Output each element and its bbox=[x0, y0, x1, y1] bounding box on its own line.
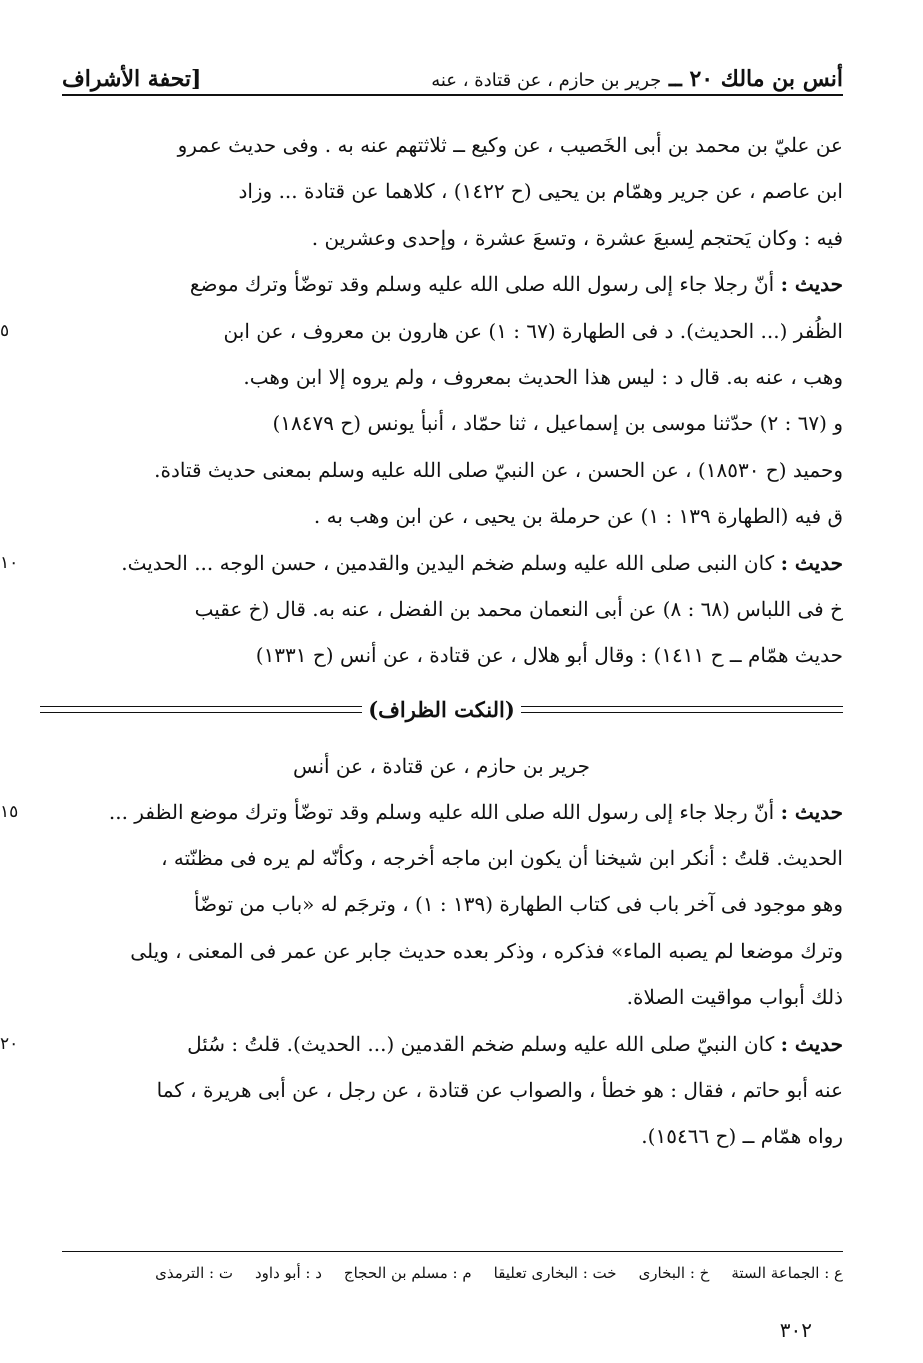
text-line: رواه همّام ــ (ح ١٥٤٦٦). bbox=[641, 1124, 843, 1149]
text-line: وترك موضعا لم يصبه الماء» فذكره ، وذكر بعده حديث جابر عن عمر فى المعنى ، ويلى bbox=[130, 938, 843, 963]
header-subtitle: جرير بن حازم ، عن قتادة ، عنه bbox=[431, 70, 662, 91]
text-line: وهب ، عنه به. قال د : ليس هذا الحديث بمعروف ، ولم يروه إلا ابن وهب. bbox=[243, 364, 843, 389]
line-text: كان النبى صلى الله عليه وسلم ضخم اليدين والقدمين ، حسن الوجه ... الحديث. bbox=[121, 550, 775, 575]
text-line bbox=[0, 1021, 843, 1067]
hadith-entry bbox=[0, 540, 843, 679]
header-book-title: [تحفة الأشراف bbox=[62, 66, 202, 92]
text-line: ذلك أبواب مواقيت الصلاة. bbox=[626, 985, 843, 1010]
nukat-entry bbox=[0, 789, 843, 1021]
line-text: أنّ رجلا جاء إلى رسول الله صلى الله عليه وسلم وقد توضّأ وترك موضع الظفر ... bbox=[108, 799, 775, 824]
text-line: وهو موجود فى آخر باب فى كتاب الطهارة (١٣٩ : ١) ، وترجَم له «باب من توضّأ bbox=[194, 892, 843, 917]
line-counter: ١٠ bbox=[0, 552, 19, 573]
double-rule bbox=[521, 706, 843, 713]
text-line bbox=[0, 789, 843, 835]
header-title-block bbox=[431, 66, 843, 92]
hadith-keyword: حديث : bbox=[780, 550, 843, 575]
double-rule bbox=[40, 706, 362, 713]
header-title: أنس بن مالك ٢٠ ــ bbox=[668, 66, 843, 92]
section-title: (النكت الظراف) bbox=[368, 697, 515, 723]
section-divider bbox=[40, 687, 843, 733]
text-line: وحميد (ح ١٨٥٣٠) ، عن الحسن ، عن النبيّ صلى الله عليه وسلم بمعنى حديث قتادة. bbox=[154, 457, 843, 482]
abbreviation: ع : الجماعة الستة bbox=[731, 1264, 843, 1282]
page-body bbox=[0, 122, 843, 1160]
abbreviation: خ : البخارى bbox=[638, 1264, 710, 1282]
line-counter: ٢٠ bbox=[0, 1033, 19, 1054]
text-line: حديث همّام ــ ح ١٤١١) : وقال أبو هلال ، عن قتادة ، عن أنس (ح ١٣٣١) bbox=[255, 643, 843, 668]
text-line bbox=[0, 308, 843, 354]
abbreviation: ت : الترمذى bbox=[155, 1264, 233, 1282]
line-counter: ١٥ bbox=[0, 801, 19, 822]
abbreviation: خت : البخارى تعليقا bbox=[493, 1264, 617, 1282]
text-line: ابن عاصم ، عن جرير وهمّام بن يحيى (ح ١٤٢٢) ، كلاهما عن قتادة ... وزاد bbox=[238, 179, 843, 204]
intro-paragraph bbox=[40, 122, 843, 261]
line-text: الظُفر (... الحديث). د فى الطهارة (٦٧ : ١) عن هارون بن معروف ، عن ابن bbox=[223, 318, 843, 343]
text-line: خ فى اللباس (٦٨ : ٨) عن أبى النعمان محمد بن الفضل ، عنه به. قال (خ عقيب bbox=[194, 596, 843, 621]
text-line: عنه أبو حاتم ، فقال : هو خطأ ، والصواب عن قتادة ، عن رجل ، عن أبى هريرة ، كما bbox=[156, 1078, 843, 1103]
footer-rule bbox=[62, 1251, 843, 1252]
hadith-keyword: حديث : bbox=[780, 1031, 843, 1056]
nukat-entry bbox=[0, 1021, 843, 1160]
line-counter: ٥ bbox=[0, 320, 10, 341]
section-subheading: جرير بن حازم ، عن قتادة ، عن أنس bbox=[292, 753, 591, 778]
text-line bbox=[40, 261, 843, 307]
abbreviation: م : مسلم بن الحجاج bbox=[343, 1264, 472, 1282]
text-line bbox=[0, 540, 843, 586]
page-number: ٣٠٢ bbox=[779, 1318, 812, 1342]
hadith-keyword: حديث : bbox=[780, 799, 843, 824]
text-line: فيه : وكان يَحتجم لِسبعَ عشرة ، وتسعَ عشرة ، وإحدى وعشرين . bbox=[311, 225, 843, 250]
text-line: و (٦٧ : ٢) حدّثنا موسى بن إسماعيل ، ثنا حمّاد ، أنبأ يونس (ح ١٨٤٧٩) bbox=[272, 411, 843, 436]
hadith-keyword: حديث : bbox=[780, 272, 843, 297]
abbreviation-key bbox=[62, 1264, 843, 1282]
text-line: ق فيه (الطهارة ١٣٩ : ١) عن حرملة بن يحيى ، عن ابن وهب به . bbox=[313, 504, 843, 529]
running-header bbox=[62, 48, 843, 92]
text-line: عن عليّ بن محمد بن أبى الخَصيب ، عن وكيع ــ ثلاثتهم عنه به . وفى حديث عمرو bbox=[177, 133, 843, 157]
hadith-entry bbox=[0, 261, 843, 539]
text-line: الحديث. قلتُ : أنكر ابن شيخنا أن يكون ابن ماجه أخرجه ، وكأنّه لم يره فى مظنّته ، bbox=[161, 846, 843, 871]
abbreviation: د : أبو داود bbox=[254, 1264, 322, 1282]
header-rule bbox=[62, 94, 843, 96]
line-text: أنّ رجلا جاء إلى رسول الله صلى الله عليه وسلم وقد توضّأ وترك موضع bbox=[189, 272, 775, 297]
line-text: كان النبيّ صلى الله عليه وسلم ضخم القدمين (... الحديث). قلتُ : سُئل bbox=[187, 1031, 775, 1056]
